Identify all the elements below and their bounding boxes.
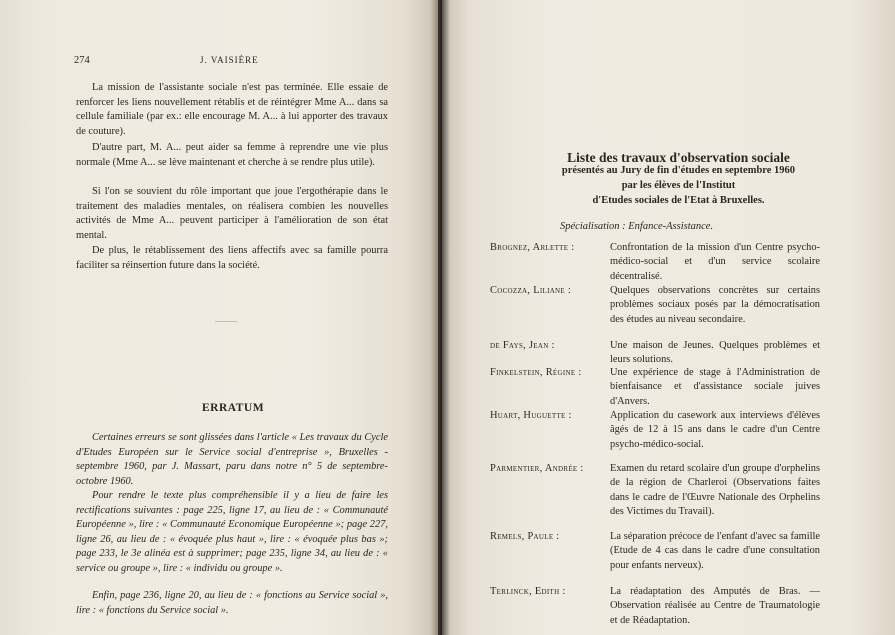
- list-subtitle-line: par les élèves de l'Institut: [621, 180, 736, 191]
- body-paragraph: La mission de l'assistante sociale n'est pas terminée. Elle essaie de renforcer les liens nouvellement rétablis et de réintégrer Mme A... dans sa cellule familiale (par ex.: elle encourage M. A... à lui apporter des travaux de couture).: [76, 82, 388, 137]
- entry-name: Parmentier, Andrée :: [490, 463, 584, 474]
- entry-description: Confrontation de la mission d'un Centre psycho-médico-social et d'un service scolaire décentralisé.: [610, 242, 820, 282]
- entry-name: Terlinck, Edith :: [490, 586, 566, 597]
- list-title: Liste des travaux d'observation sociale: [567, 150, 790, 165]
- entry-description: La séparation précoce de l'enfant d'avec sa famille (Etude de 4 cas dans le cadre d'une consultation pour enfants nerveux).: [610, 531, 820, 571]
- book-gutter: [430, 0, 450, 635]
- entry-description: Une expérience de stage à l'Administration de bienfaisance et d'assistance sociale juives d'Anvers.: [610, 367, 820, 407]
- entry-description: Quelques observations concrètes sur certains problèmes sociaux posés par la démocratisation des études au niveau secondaire.: [610, 285, 820, 325]
- entry-description: Application du casework aux interviews d'élèves âgés de 12 à 15 ans dans le cadre d'un Centre psycho-médico-social.: [610, 410, 820, 450]
- list-subtitle-line: d'Etudes sociales de l'Etat à Bruxelles.: [592, 195, 765, 206]
- body-paragraph: Si l'on se souvient du rôle important que joue l'ergothérapie dans le traitement des maladies mentales, on réalisera combien les nouvelles activités de Mme A... peuvent participer à l'amélioration de son état mental.: [76, 186, 388, 241]
- section-separator: ———: [215, 316, 236, 325]
- entry-name: Remels, Paule :: [490, 531, 560, 542]
- running-header: J. VAISIÈRE: [200, 55, 259, 65]
- entry-description: Une maison de Jeunes. Quelques problèmes et leurs solutions.: [610, 340, 820, 366]
- body-paragraph: De plus, le rétablissement des liens affectifs avec sa famille pourra faciliter sa réinsertion future dans la société.: [76, 245, 388, 271]
- entry-name: Finkelstein, Régine :: [490, 367, 582, 378]
- entry-name: Brognez, Arlette :: [490, 242, 575, 253]
- entry-description: Examen du retard scolaire d'un groupe d'orphelins de la région de Charleroi (Observations faites dans le cadre de l'Œuvre Nationale des Orphelins des Victimes du Travail).: [610, 463, 820, 518]
- list-subtitle-line: présentés au Jury de fin d'études en septembre 1960: [561, 165, 796, 176]
- specialisation-label: Spécialisation : Enfance-Assistance.: [560, 221, 714, 232]
- erratum-paragraph: Enfin, page 236, ligne 20, au lieu de : « fonctions au Service social », lire : « fonctions du Service social ».: [76, 590, 388, 616]
- erratum-paragraph: Certaines erreurs se sont glissées dans l'article « Les travaux du Cycle d'Etudes Européen sur le Service social d'entreprise », Bruxelles - septembre 1960, par J. Massart, paru dans notre n° 5 de septembre-octobre 1960.: [76, 432, 388, 487]
- erratum-title: ERRATUM: [202, 402, 265, 414]
- entry-name: Cocozza, Liliane :: [490, 285, 572, 296]
- entry-name: de Fays, Jean :: [490, 340, 555, 351]
- right-page: [442, 0, 895, 635]
- entry-description: La réadaptation des Amputés de Bras. — Observation réalisée au Centre de Traumatologie et de Réadaptation.: [610, 586, 820, 626]
- erratum-paragraph: Pour rendre le texte plus compréhensible il y a lieu de faire les rectifications suivantes : page 225, ligne 17, au lieu de : « Communauté Européenne », lire : « Communauté Economique Européenne »; page 227, ligne 26, au lieu de : « évoquée plus haut », lire : « évoquée plus bas »; page 233, le 3e alinéa est à supprimer; page 235, ligne 34, au lieu de : « service ou groupe », lire : « individu ou groupe ».: [76, 490, 388, 574]
- left-page: [0, 0, 438, 635]
- page-number: 274: [74, 55, 90, 66]
- entry-name: Huart, Huguette :: [490, 410, 572, 421]
- body-paragraph: D'autre part, M. A... peut aider sa femme à reprendre une vie plus normale (Mme A... se lève maintenant et cherche à se rendre plus utile).: [76, 142, 388, 168]
